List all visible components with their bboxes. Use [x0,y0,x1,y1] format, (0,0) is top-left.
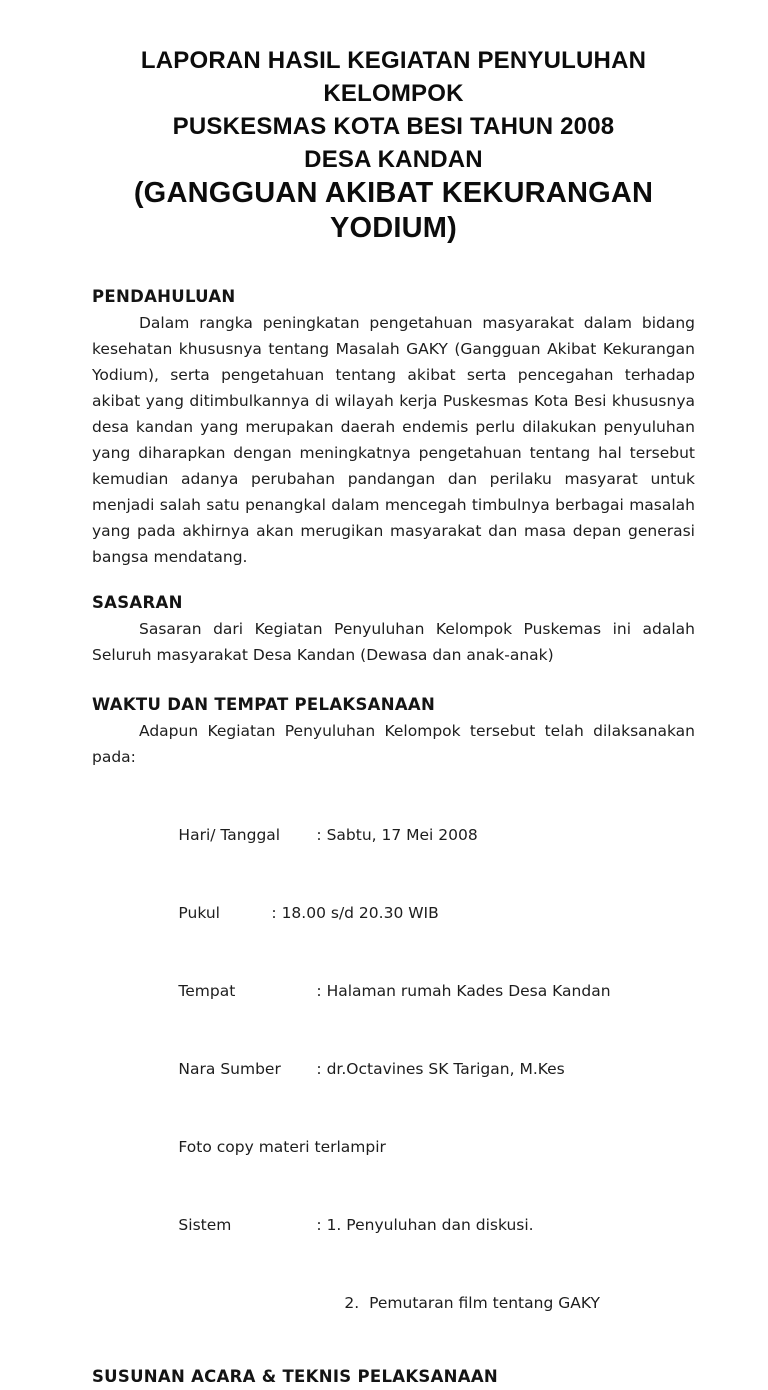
detail-label: Tempat [178,982,236,1000]
sasaran-paragraph: Sasaran dari Kegiatan Penyuluhan Kelompok Puskemas ini adalah Seluruh masyarakat Desa Kandan (Dewasa dan anak-anak) [92,620,695,664]
detail-value: : Sabtu, 17 Mei 2008 [316,826,478,844]
detail-row-hari-tanggal [139,796,695,874]
detail-value: : 18.00 s/d 20.30 WIB [271,904,439,922]
title-line-2: KELOMPOK [323,80,464,107]
detail-row-pukul [139,874,695,952]
section-sasaran [92,590,695,668]
title-line-4: DESA KANDAN [304,146,483,173]
document-title-block [92,44,695,246]
detail-value: : Halaman rumah Kades Desa Kandan [316,982,611,1000]
detail-row-nara-sumber [139,1030,695,1108]
detail-label: Hari/ Tanggal [178,826,281,844]
detail-value: 2. Pemutaran film tentang GAKY [344,1294,600,1312]
detail-value: : 1. Penyuluhan dan diskusi. [316,1216,534,1234]
title-line-5: (GANGGUAN AKIBAT KEKURANGAN YODIUM) [133,177,654,244]
sasaran-heading: SASARAN [92,593,183,612]
detail-row-foto-copy [139,1108,695,1186]
waktu-tempat-heading: WAKTU DAN TEMPAT PELAKSANAAN [92,695,436,714]
waktu-tempat-paragraph: Adapun Kegiatan Penyuluhan Kelompok tersebut telah dilaksanakan pada: [92,722,695,766]
detail-label: Foto copy materi terlampir [178,1138,386,1156]
detail-row-sistem [139,1186,695,1264]
detail-row-sistem-item-2 [139,1264,695,1342]
detail-label: Pukul [178,904,220,922]
section-susunan-acara [92,1364,695,1390]
section-pendahuluan [92,284,695,570]
detail-value: : dr.Octavines SK Tarigan, M.Kes [316,1060,565,1078]
pendahuluan-paragraph: Dalam rangka peningkatan pengetahuan masyarakat dalam bidang kesehatan khususnya tentang Masalah GAKY (Gangguan Akibat Kekurangan Yodium), serta pengetahuan tentang akibat serta pencegahan terhadap akibat yang ditimbulkannya di wilayah kerja Puskesmas Kota Besi khususnya desa kandan yang merupakan daerah endemis perlu dilakukan penyuluhan yang diharapkan dengan meningkatnya pengetahuan tentang hal tersebut kemudian adanya perubahan pandangan dan perilaku masyarat untuk menjadi salah satu penangkal dalam mencegah timbulnya berbagai masalah yang pada akhirnya akan merugikan masyarakat dan masa depan generasi bangsa mendatang. [92,314,695,566]
detail-row-tempat [139,952,695,1030]
detail-label: Nara Sumber [178,1060,281,1078]
title-line-3: PUSKESMAS KOTA BESI TAHUN 2008 [172,113,615,140]
susunan-acara-heading: SUSUNAN ACARA & TEKNIS PELAKSANAAN [92,1367,499,1386]
detail-label: Sistem [178,1216,232,1234]
pendahuluan-heading: PENDAHULUAN [92,287,236,306]
event-details-list [139,796,695,1342]
section-waktu-tempat [92,692,695,1342]
title-line-1: LAPORAN HASIL KEGIATAN PENYULUHAN [140,47,647,74]
